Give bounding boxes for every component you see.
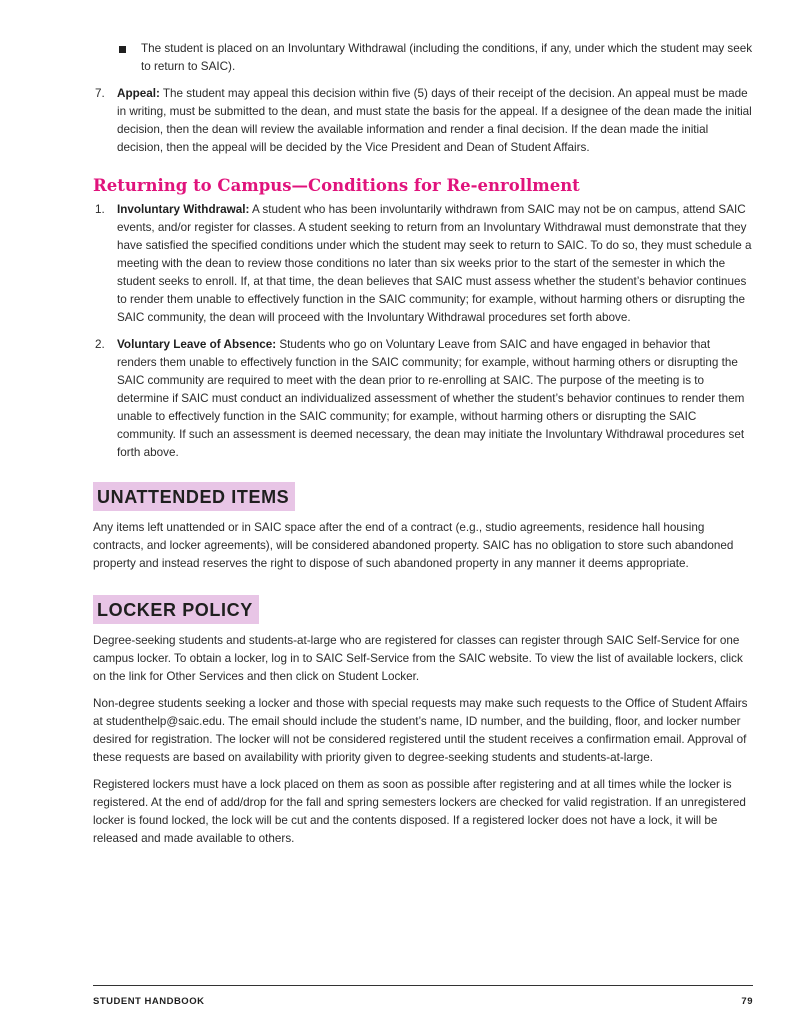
item-number: 2. <box>95 338 105 351</box>
locker-paragraph: Degree-seeking students and students-at-large who are registered for classes can register through SAIC Self-Service for one campus locker. To obtain a locker, log in to SAIC Self-Service from the SAIC website. To view the list of available lockers, click on the link for Other Services and then click on Student Locker. <box>93 634 743 683</box>
locker-paragraph: Registered lockers must have a lock placed on them as soon as possible after registering and at all times while the locker is registered. At the end of add/drop for the fall and spring semesters lockers are checked for valid registration. If an unregistered locker is found locked, the lock will be cut and the contents disposed. If a registered locker does not have a lock, it will be released and made available to others. <box>93 778 746 845</box>
square-bullet-icon <box>119 46 126 53</box>
item-label: Voluntary Leave of Absence: <box>117 338 277 351</box>
page-number: 79 <box>741 996 753 1007</box>
page-footer <box>93 995 753 1009</box>
locker-paragraph: Non-degree students seeking a locker and those with special requests may make such requests to the Office of Student Affairs at studenthelp@saic.edu. The email should include the student’s name, ID number, and the building, floor, and locker number desired for registration. The locker will not be considered registered until the student receives a confirmation email. Approval of these requests are based on availability with priority given to degree-seeking students and students-at-large. <box>93 697 748 764</box>
item-label: Appeal: <box>117 87 160 100</box>
footer-divider <box>93 985 753 986</box>
item-number: 1. <box>95 203 105 216</box>
page-content <box>93 40 753 857</box>
unattended-body: Any items left unattended or in SAIC space after the end of a contract (e.g., studio agreements, residence hall housing contracts, and locker agreements), will be considered abandoned property. SAIC has no obligation to store such abandoned property and instead reserves the right to dispose of such abandoned property in any manner it deems appropriate. <box>93 521 734 570</box>
appeal-item <box>93 85 753 157</box>
section-heading-unattended-items: UNATTENDED ITEMS <box>93 482 295 511</box>
footer-title: STUDENT HANDBOOK <box>93 996 205 1007</box>
section-heading-returning: Returning to Campus—Conditions for Re-enrollment <box>93 176 580 195</box>
bullet-text: The student is placed on an Involuntary Withdrawal (including the conditions, if any, under which the student may seek to return to SAIC). <box>141 42 753 73</box>
item-text: The student may appeal this decision within five (5) days of their receipt of the decision. An appeal must be made in writing, must be submitted to the dean, and must state the basis for the appeal. If a designee of the dean made the initial decision, then the dean will review the available information and render a final decision. If the dean made the initial decision, then the appeal will be decided by the Vice President and Dean of Student Affairs. <box>117 87 752 154</box>
item-text: A student who has been involuntarily withdrawn from SAIC may not be on campus, attend SAIC events, and/or register for classes. A student seeking to return from an Involuntary Withdrawal must demonstrate that they have satisfied the specified conditions under which the student may seek to return to SAIC. To do so, they must schedule a meeting with the dean to review those conditions no later than six weeks prior to the start of the semester in which the student seeks to enroll. If, at that time, the dean believes that SAIC must assess whether the student’s behavior continues to render them unable to effectively function in the SAIC community; for example, without harming others or disrupting the SAIC community, the dean will proceed with the Involuntary Withdrawal procedures set forth above. <box>117 203 752 324</box>
item-label: Involuntary Withdrawal: <box>117 203 250 216</box>
list-item <box>93 336 753 462</box>
item-text: Students who go on Voluntary Leave from SAIC and have engaged in behavior that renders them unable to effectively function in the SAIC community; for example, without harming others or disrupting the SAIC community are required to meet with the dean prior to re-enrolling at SAIC. The purpose of the meeting is to determine if SAIC must conduct an individualized assessment of whether the student’s behavior continues to render them unable to effectively function in the SAIC community; for example, without harming others or disrupting the SAIC community. If such an assessment is deemed necessary, the dean may initiate the Involuntary Withdrawal procedures set forth above. <box>117 338 745 459</box>
section-heading-locker-policy: LOCKER POLICY <box>93 595 259 624</box>
list-item <box>93 201 753 327</box>
list-item <box>93 40 753 76</box>
item-number: 7. <box>95 87 105 100</box>
